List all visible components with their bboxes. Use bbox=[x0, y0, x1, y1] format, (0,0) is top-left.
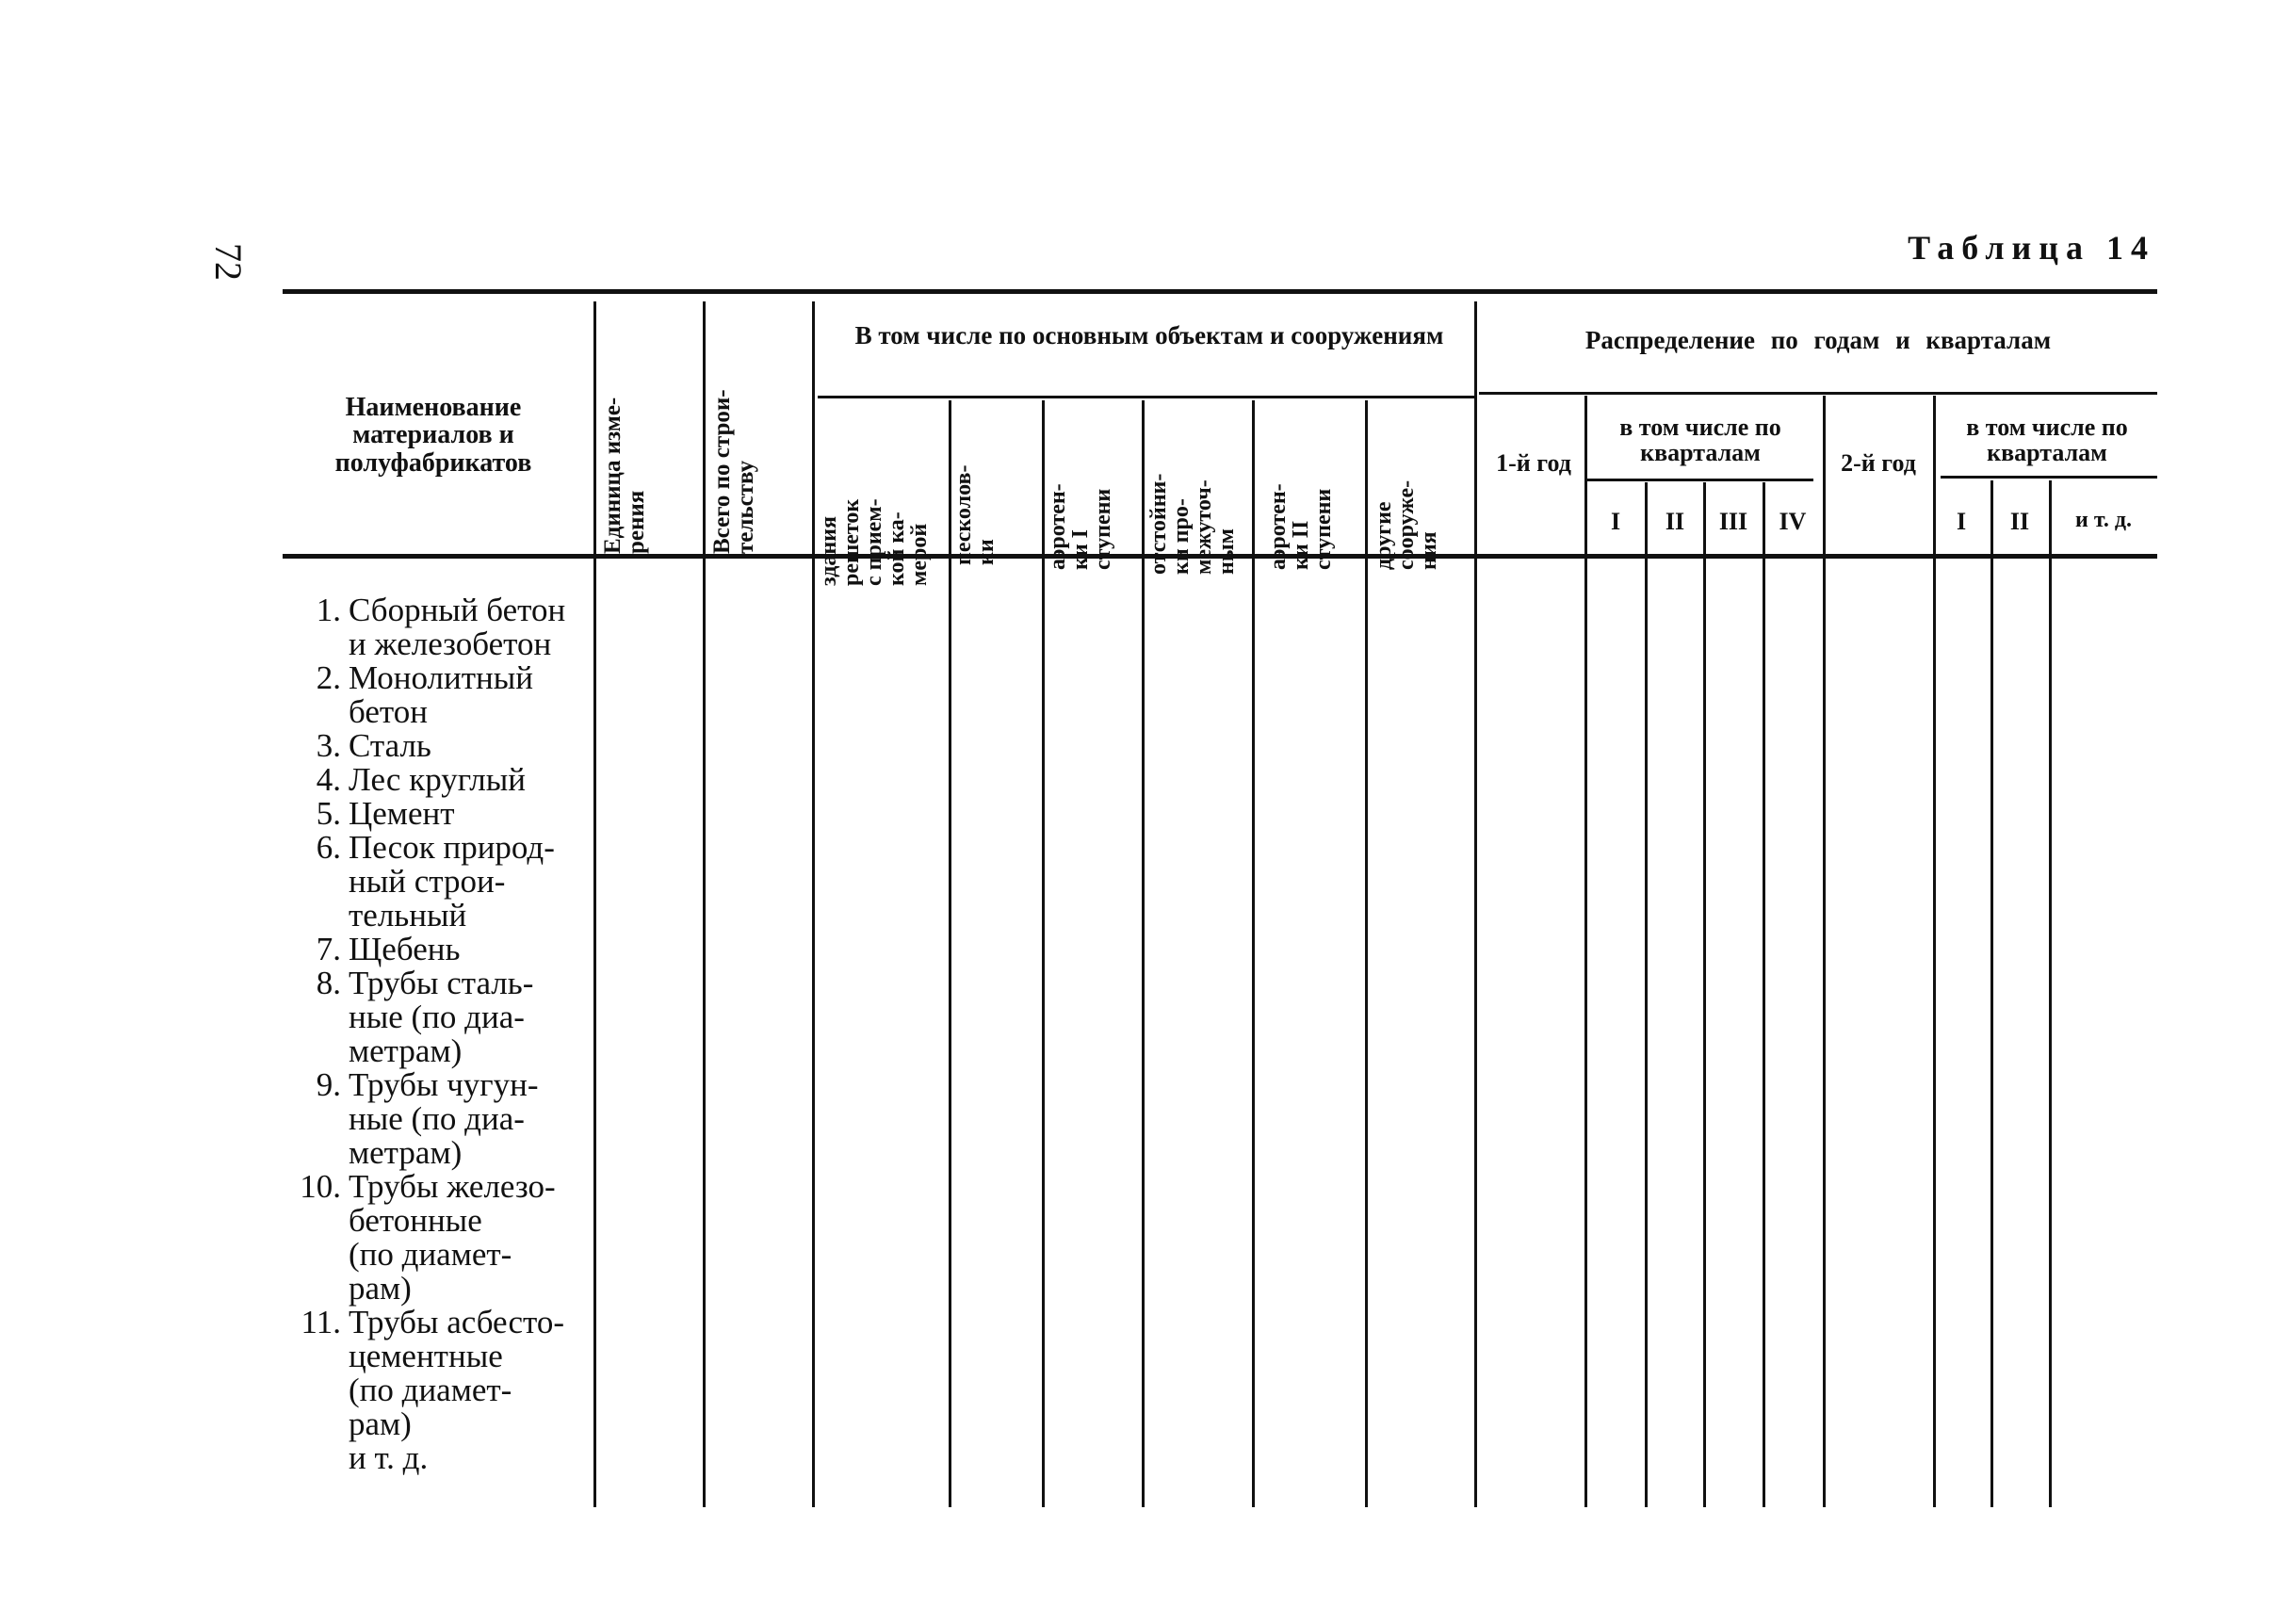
row-number: 6. bbox=[316, 829, 341, 866]
header-distribution: Распределение по годам и кварталам bbox=[1584, 326, 2052, 354]
header-quarter: I bbox=[1610, 508, 1621, 535]
row-number: 3. bbox=[316, 727, 341, 764]
col-divider bbox=[593, 301, 596, 1507]
material-name: Сборный бетон и железобетон bbox=[349, 592, 566, 662]
quarters-y1-subrule bbox=[1587, 479, 1813, 481]
col-divider bbox=[1763, 482, 1765, 1507]
material-name: Цемент bbox=[349, 795, 455, 832]
row-number: 8. bbox=[316, 965, 341, 1001]
distribution-subrule bbox=[1479, 392, 2157, 395]
list-item bbox=[283, 763, 584, 797]
material-name: Трубы чугун- ные (по диа- метрам) bbox=[349, 1066, 539, 1171]
list-item bbox=[283, 1170, 584, 1306]
col-divider bbox=[1703, 482, 1706, 1507]
col-divider bbox=[1252, 400, 1255, 1507]
list-item bbox=[283, 933, 584, 966]
top-rule bbox=[283, 289, 2157, 294]
header-year2: 2-й год bbox=[1841, 449, 1916, 477]
col-divider bbox=[1474, 301, 1477, 1507]
header-object-col: аэротен- ки I ступени bbox=[1046, 483, 1115, 570]
page-number: 72 bbox=[207, 243, 250, 281]
material-name: Трубы железо- бетонные (по диамет- рам) bbox=[349, 1168, 556, 1307]
list-item bbox=[283, 729, 584, 763]
col-divider bbox=[1645, 482, 1648, 1507]
material-name: Трубы асбесто- цементные (по диамет- рам) и т. д. bbox=[349, 1304, 564, 1476]
header-object-col: аэротен- ки II ступени bbox=[1266, 483, 1336, 570]
row-number: 9. bbox=[316, 1066, 341, 1103]
col-divider bbox=[1990, 480, 1993, 1507]
col-divider bbox=[1584, 396, 1587, 1507]
col-divider bbox=[812, 301, 815, 1507]
header-quarter: III bbox=[1718, 508, 1748, 535]
header-object-col: отстойни- ки про- межуточ- ным bbox=[1146, 473, 1239, 575]
list-item bbox=[283, 831, 584, 933]
list-item bbox=[283, 797, 584, 831]
list-item bbox=[283, 1068, 584, 1170]
material-name: Сталь bbox=[349, 727, 431, 764]
header-total: Всего по строи- тельству bbox=[709, 389, 758, 554]
material-name: Монолитный бетон bbox=[349, 659, 533, 730]
header-object-col: песколов- ки bbox=[951, 464, 999, 565]
header-quarters-y2: в том числе по кварталам bbox=[1966, 414, 2128, 467]
material-name: Лес круглый bbox=[349, 761, 527, 798]
header-quarters-y1: в том числе по кварталам bbox=[1619, 414, 1781, 467]
row-number: 7. bbox=[316, 931, 341, 967]
list-item bbox=[283, 1306, 584, 1475]
col-divider bbox=[1142, 400, 1145, 1507]
col-divider bbox=[1933, 396, 1936, 1507]
row-number: 10. bbox=[300, 1168, 341, 1205]
list-item bbox=[283, 661, 584, 729]
col-divider bbox=[2049, 480, 2052, 1507]
row-number: 2. bbox=[316, 659, 341, 696]
row-number: 1. bbox=[316, 592, 341, 628]
row-number: 11. bbox=[301, 1304, 341, 1340]
col-divider bbox=[1365, 400, 1368, 1507]
header-quarter: II bbox=[2009, 508, 2030, 535]
material-name: Щебень bbox=[349, 931, 461, 967]
list-item bbox=[283, 593, 584, 661]
col-divider bbox=[1042, 400, 1045, 1507]
header-unit: Единица изме- рения bbox=[600, 397, 649, 554]
quarters-y2-subrule bbox=[1941, 476, 2157, 479]
header-object-col: здания решеток с прием- кой ка- мерой bbox=[817, 498, 932, 586]
materials-list bbox=[283, 593, 584, 1475]
header-quarter: IV bbox=[1779, 508, 1807, 535]
material-name: Песок природ- ный строи- тельный bbox=[349, 829, 555, 934]
row-number: 5. bbox=[316, 795, 341, 832]
col-divider bbox=[703, 301, 706, 1507]
col-divider bbox=[1823, 396, 1826, 1507]
list-item bbox=[283, 966, 584, 1068]
header-year1: 1-й год bbox=[1496, 449, 1571, 477]
col-divider bbox=[949, 400, 951, 1507]
header-quarter: I bbox=[1956, 508, 1967, 535]
header-quarter: и т. д. bbox=[2075, 508, 2132, 532]
material-name: Трубы сталь- ные (по диа- метрам) bbox=[349, 965, 534, 1069]
table-caption: Таблица 14 bbox=[1908, 229, 2155, 267]
header-quarter: II bbox=[1665, 508, 1685, 535]
header-materials: Наименование материалов и полуфабрикатов bbox=[334, 393, 532, 478]
header-object-col: другие сооруже- ния bbox=[1372, 479, 1441, 570]
row-number: 4. bbox=[316, 761, 341, 798]
header-objects-group: В том числе по основным объектам и сооружениям bbox=[854, 321, 1444, 349]
